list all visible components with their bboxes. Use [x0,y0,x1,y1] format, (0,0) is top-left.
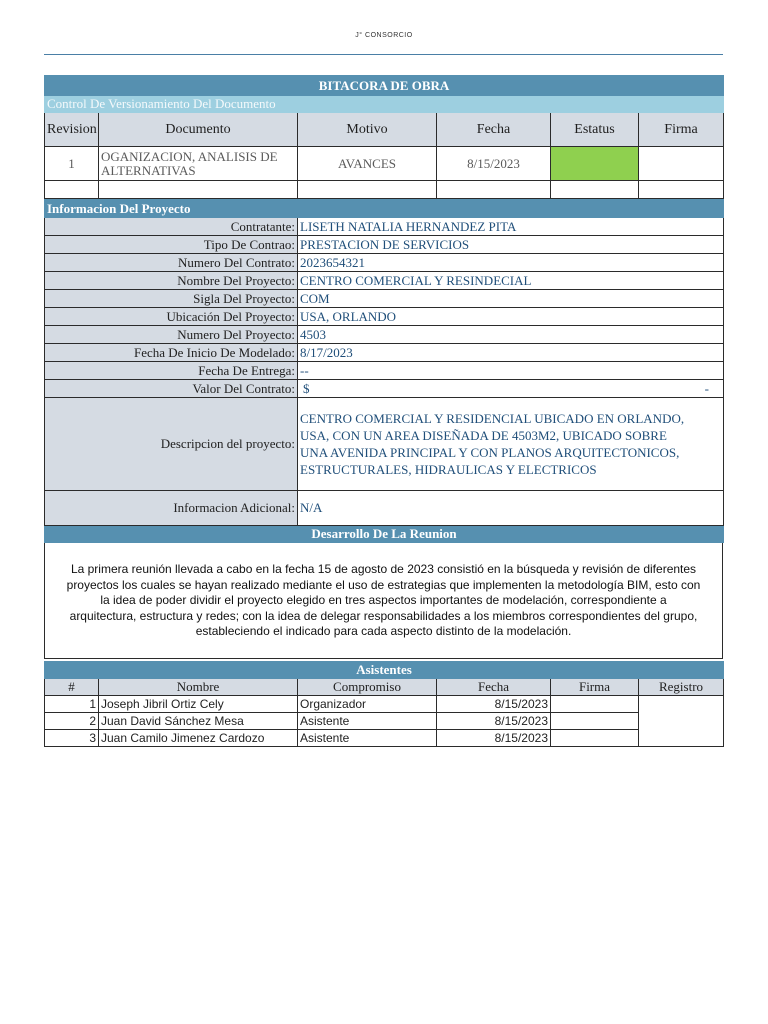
field-label: Numero Del Contrato: [45,254,298,272]
field-label: Fecha De Inicio De Modelado: [45,344,298,362]
document-title: BITACORA DE OBRA [45,76,724,96]
attendee-role: Organizador [298,696,437,713]
col-header-fecha: Fecha [437,679,551,696]
col-header-registro: Registro [639,679,724,696]
narrative-line: estableciendo el indicado para cada aspecto distinto de la modelación. [195,624,572,638]
field-label: Sigla Del Proyecto: [45,290,298,308]
currency-symbol: $ [303,380,310,396]
field-label: Descripcion del proyecto: [45,398,298,491]
narrative-line: proyectos los cuales se hayan realizado mediante el uso de estrategias que implementen la metodología BIM, esto con [66,577,701,592]
company-logo: J° CONSORCIO [355,32,413,39]
valor-amount: - [704,380,710,396]
attendee-signature-cell[interactable] [551,696,639,713]
blank-cell [45,181,99,199]
field-label: Informacion Adicional: [45,491,298,526]
col-header-estatus: Estatus [551,113,639,147]
blank-cell [298,181,437,199]
revision-documento: OGANIZACION, ANALISIS DE ALTERNATIVAS [99,147,298,181]
col-header-revision: Revision [45,113,99,147]
field-sigla-proyecto: COM [298,290,724,308]
attendee-role: Asistente [298,713,437,730]
col-header-firma: Firma [639,113,724,147]
field-label: Numero Del Proyecto: [45,326,298,344]
descripcion-line: UNA AVENIDA PRINCIPAL Y CON PLANOS ARQUITECTONICOS, [300,445,680,460]
field-label: Contratante: [45,218,298,236]
attendee-date: 8/15/2023 [437,696,551,713]
col-header-compromiso: Compromiso [298,679,437,696]
col-header-nombre: Nombre [99,679,298,696]
field-label: Tipo De Contrao: [45,236,298,254]
field-fecha-entrega: -- [298,362,724,380]
col-header-firma: Firma [551,679,639,696]
revision-motivo: AVANCES [298,147,437,181]
field-fecha-inicio: 8/17/2023 [298,344,724,362]
field-valor-contrato [298,380,724,398]
attendee-number: 2 [45,713,99,730]
meeting-section-label: Desarrollo De La Reunion [45,526,724,543]
attendee-number: 3 [45,730,99,747]
project-info-label: Informacion Del Proyecto [45,200,724,218]
blank-cell [551,181,639,199]
field-informacion-adicional: N/A [298,491,724,526]
field-contratante: LISETH NATALIA HERNANDEZ PITA [298,218,724,236]
col-header-fecha: Fecha [437,113,551,147]
descripcion-line: CENTRO COMERCIAL Y RESIDENCIAL UBICADO EN ORLANDO, [300,411,685,426]
project-info-table [44,199,724,543]
field-label: Valor Del Contrato: [45,380,298,398]
field-label: Nombre Del Proyecto: [45,272,298,290]
revision-status-indicator [551,147,639,181]
field-tipo-contrato: PRESTACION DE SERVICIOS [298,236,724,254]
field-label: Fecha De Entrega: [45,362,298,380]
blank-cell [99,181,298,199]
meeting-narrative [44,543,723,659]
descripcion-line: ESTRUCTURALES, HIDRAULICAS Y ELECTRICOS [300,462,597,477]
attendee-role: Asistente [298,730,437,747]
version-control-table [44,75,724,199]
attendee-name: Juan Camilo Jimenez Cardozo [99,730,298,747]
attendee-registro-cell[interactable] [639,696,724,747]
attendee-name: Juan David Sánchez Mesa [99,713,298,730]
attendees-label: Asistentes [45,662,724,679]
narrative-line: la idea de poder dividir el proyecto elegido en tres aspectos importantes de modelación, correspondiente a [100,593,667,607]
blank-cell [639,181,724,199]
field-descripcion [298,398,724,491]
version-control-label: Control De Versionamiento Del Documento [45,96,724,113]
attendee-date: 8/15/2023 [437,713,551,730]
narrative-line: arquitectura, estructura y redes; con la idea de delegar responsabilidades a los miembros correspondientes del grupo, [69,608,698,623]
table-row [45,696,724,713]
revision-fecha: 8/15/2023 [437,147,551,181]
revision-firma-cell[interactable] [639,147,724,181]
field-nombre-proyecto: CENTRO COMERCIAL Y RESINDECIAL [298,272,724,290]
col-header-motivo: Motivo [298,113,437,147]
field-label: Ubicación Del Proyecto: [45,308,298,326]
descripcion-line: USA, CON UN AREA DISEÑADA DE 4503M2, UBICADO SOBRE [300,428,667,443]
attendee-number: 1 [45,696,99,713]
table-row [45,730,724,747]
narrative-line: La primera reunión llevada a cabo en la fecha 15 de agosto de 2023 consistió en la búsqueda y revisión de diferentes [70,562,697,576]
bitacora-sheet [44,75,723,747]
attendee-signature-cell[interactable] [551,713,639,730]
revision-number: 1 [45,147,99,181]
attendee-signature-cell[interactable] [551,730,639,747]
attendees-table [44,661,724,747]
table-row [45,713,724,730]
col-header-num: # [45,679,99,696]
field-ubicacion: USA, ORLANDO [298,308,724,326]
col-header-documento: Documento [99,113,298,147]
header-divider [44,54,723,55]
field-numero-contrato: 2023654321 [298,254,724,272]
attendee-name: Joseph Jibril Ortiz Cely [99,696,298,713]
attendee-date: 8/15/2023 [437,730,551,747]
field-numero-proyecto: 4503 [298,326,724,344]
blank-cell [437,181,551,199]
